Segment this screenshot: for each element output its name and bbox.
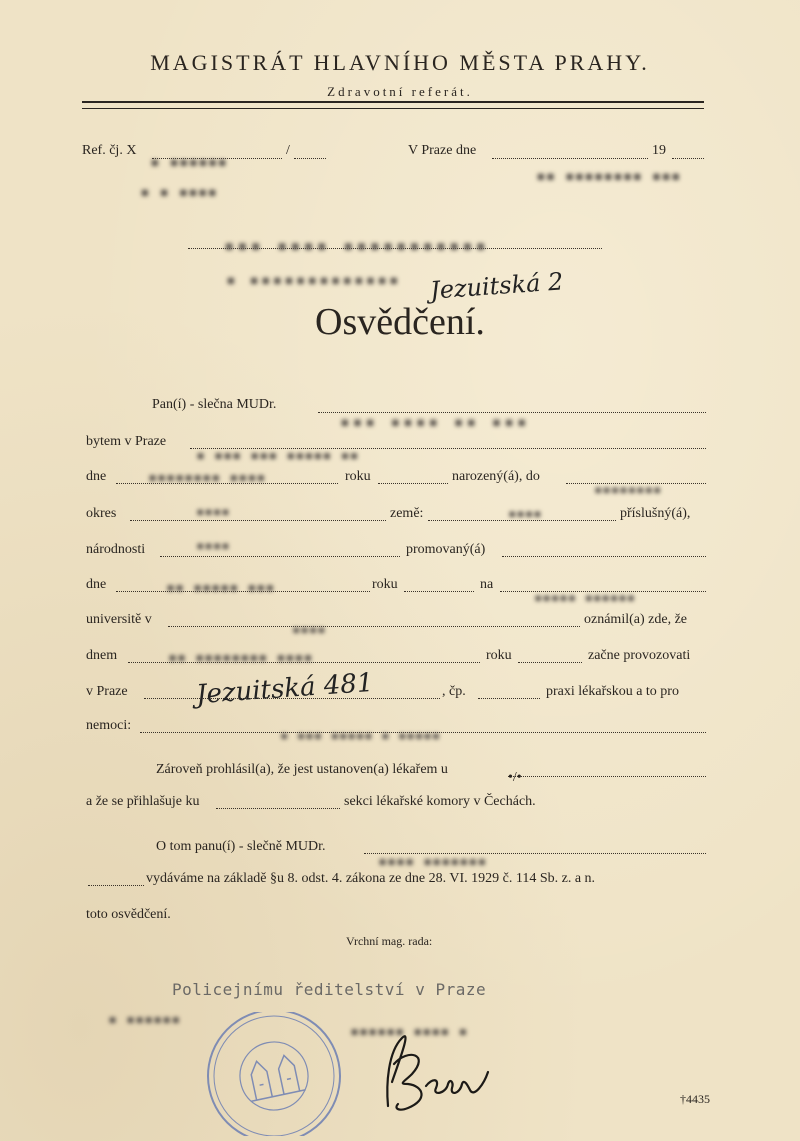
form-label-promovany: promovaný(á) [406, 542, 486, 557]
form-label-born: narozený(á), do [452, 469, 540, 484]
form-label-okres: okres [86, 506, 117, 521]
form-label-praxi: praxi lékařskou a to pro [546, 684, 679, 699]
handwritten-street: Jezuitská 2 [429, 267, 565, 305]
redacted-typed-note-2: ▪▪▪▪▪▪ ▪▪▪▪ ▪ [350, 1022, 468, 1040]
redacted-birthplace: ▪▪▪▪▪▪▪▪ [594, 482, 662, 498]
form-label-roku: roku [345, 469, 371, 484]
form-label-dne: dne [86, 469, 107, 484]
redacted-grad-date: ▪▪ ▪▪▪▪▪ ▪▪▪ [166, 578, 275, 596]
form-label-residence: bytem v Praze [86, 434, 167, 449]
form-label-dnem: dnem [86, 648, 118, 663]
handwritten-practice-address: Jezuitská 481 [195, 667, 375, 711]
form-text-vydavame: vydáváme na základě §u 8. odst. 4. zákona ze dne 28. VI. 1929 č. 114 Sb. z. a n. [146, 871, 596, 886]
form-label-roku-3: roku [486, 648, 512, 663]
redacted-residence: ▪ ▪▪▪ ▪▪▪ ▪▪▪▪▪ ▪▪ [196, 446, 359, 464]
document-title: Osvědčení. [315, 301, 485, 343]
place-date-label: V Praze dne [408, 143, 477, 158]
form-label-roku-2: roku [372, 577, 398, 592]
form-label-na: na [480, 577, 494, 592]
typed-police-address: Policejnímu ředitelství v Praze [172, 980, 487, 999]
form-dotted-employer [508, 776, 706, 777]
form-label-vpraze: v Praze [86, 684, 128, 699]
form-label-universite: universitě v [86, 612, 152, 627]
redacted-land: ▪▪▪▪ [508, 506, 542, 522]
form-label-zaroven: Zároveň prohlásil(a), že jest ustanoven(a) lékařem u [156, 762, 448, 777]
redacted-start-date: ▪▪ ▪▪▪▪▪▪▪▪ ▪▪▪▪ [168, 648, 313, 666]
redacted-diseases: ▪ ▪▪▪ ▪▪▪▪▪ ▪ ▪▪▪▪▪ [280, 728, 441, 744]
redacted-nationality: ▪▪▪▪ [196, 538, 230, 554]
form-label-dne-2: dne [86, 577, 107, 592]
redacted-district: ▪▪▪▪ [196, 504, 230, 520]
form-dotted-house-number [478, 698, 540, 699]
form-label-nemoci: nemoci: [86, 718, 132, 733]
redacted-ref-number: ▪ ▪▪▪▪▪▪ [150, 152, 228, 171]
year-prefix: 19 [652, 143, 666, 158]
form-label-zacne: začne provozovati [588, 648, 691, 663]
redacted-date: ▪▪ ▪▪▪▪▪▪▪▪ ▪▪▪ [536, 166, 681, 185]
form-dotted-section [216, 808, 340, 809]
form-label-prislusny: příslušný(á), [620, 506, 691, 521]
form-dotted-city [168, 626, 580, 627]
form-text-toto: toto osvědčení. [86, 907, 171, 922]
form-dotted-start-year [518, 662, 582, 663]
redacted-university: ▪▪▪▪▪ ▪▪▪▪▪▪ [534, 590, 636, 606]
redacted-birthdate: ▪▪▪▪▪▪▪▪ ▪▪▪▪ [148, 468, 266, 486]
redacted-name: ▪▪▪ ▪▪▪▪ ▪▪ ▪▪▪ [340, 412, 530, 431]
office-title: MAGISTRÁT HLAVNÍHO MĚSTA PRAHY. [150, 50, 650, 75]
form-label-cp: , čp. [442, 684, 466, 699]
header-rule [82, 101, 704, 109]
employer-strike-mark: •/• [508, 770, 522, 785]
form-label-zeme: země: [390, 506, 424, 521]
redacted-address: ▪ ▪▪▪▪▪▪▪▪▪▪▪▪▪ [226, 270, 401, 289]
office-subtitle: Zdravotní referát. [327, 84, 473, 99]
form-label-prihlasuje: a že se přihlašuje ku [86, 794, 200, 809]
form-label-sekci: sekci lékařské komory v Čechách. [344, 794, 536, 809]
form-dotted-nationality [160, 556, 400, 557]
redacted-city: ▪▪▪▪ [292, 622, 326, 638]
date-dotted-line [492, 158, 648, 159]
form-label-otom: O tom panu(í) - slečně MUDr. [156, 839, 326, 854]
form-dotted-grad-year [404, 591, 474, 592]
form-dotted-lead [88, 885, 144, 886]
handwritten-signature [368, 1024, 500, 1116]
form-label-narodnosti: národnosti [86, 542, 146, 557]
ref-dotted-line-2 [294, 158, 326, 159]
ref-slash: / [286, 143, 290, 158]
redacted-ref-number-2: ▪ ▪ ▪▪▪▪ [140, 182, 218, 201]
form-label-name: Pan(í) - slečna MUDr. [152, 397, 277, 412]
ref-label: Ref. čj. X [82, 143, 137, 158]
archive-number: †4435 [680, 1092, 710, 1106]
redacted-addressee: ▪▪▪ ▪▪▪▪ ▪▪▪▪▪▪▪▪▪▪▪ [224, 236, 489, 256]
form-dotted-graduated [502, 556, 706, 557]
redacted-typed-note: ▪ ▪▪▪▪▪▪ [108, 1010, 181, 1028]
form-dotted-district [130, 520, 386, 521]
signatory-label: Vrchní mag. rada: [346, 934, 433, 948]
form-dotted-year [378, 483, 448, 484]
redacted-recipient: ▪▪▪▪ ▪▪▪▪▪▪▪ [378, 852, 487, 870]
form-label-oznamil: oznámil(a) zde, že [584, 612, 687, 627]
year-dotted-line [672, 158, 704, 159]
